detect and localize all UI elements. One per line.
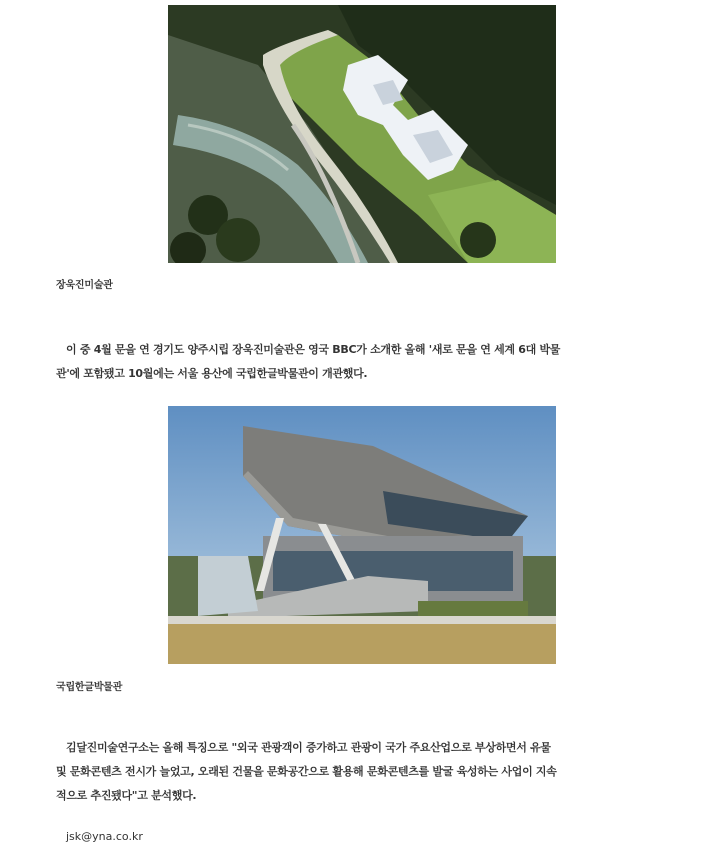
hangeul-museum-photo [168,406,556,664]
museum-aerial-photo [168,5,556,263]
article-paragraph [56,736,676,808]
paragraph-line: 및 문화콘텐츠 전시가 늘었고, 오래된 건물을 문화공간으로 활용해 문화콘텐츠를 발굴 육성하는 사업이 지속 [56,765,557,778]
photo-caption: 장욱진미술관 [56,280,113,291]
photo-caption: 국립한글박물관 [56,682,123,693]
paragraph-line: 이 중 4월 문을 연 경기도 양주시립 장욱진미술관은 영국 BBC가 소개한 올해 '새로 문을 연 세계 6대 박물 [66,343,561,356]
paragraph-line: 관'에 포함됐고 10월에는 서울 용산에 국립한글박물관이 개관했다. [56,367,368,380]
paragraph-line: 적으로 추진됐다"고 분석했다. [56,789,197,802]
article-paragraph [56,338,676,386]
paragraph-line: 김달진미술연구소는 올해 특징으로 "외국 관광객이 증가하고 관광이 국가 주요산업으로 부상하면서 유물 [66,741,551,754]
byline-email: jsk@yna.co.kr [66,830,143,843]
